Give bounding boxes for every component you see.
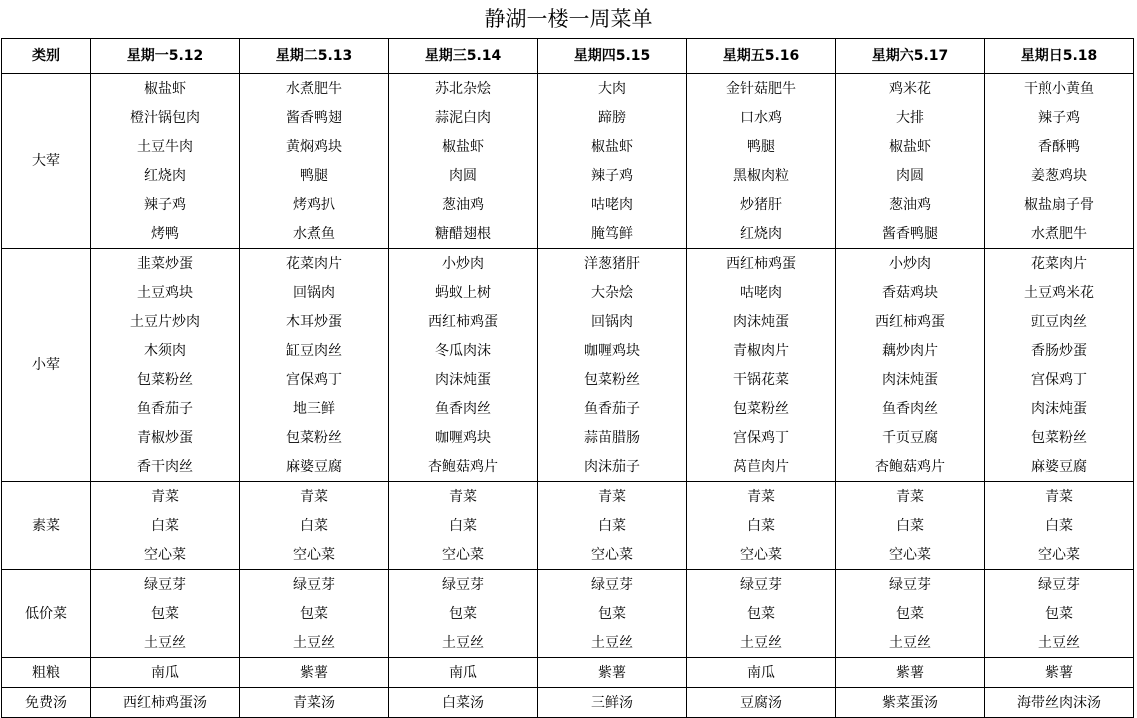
dish-cell: 宫保鸡丁 [240,365,389,394]
day-header: 星期日5.18 [985,39,1134,74]
dish-cell: 豇豆肉丝 [985,307,1134,336]
table-row [2,570,1134,600]
category-cell: 粗粮 [2,658,91,688]
day-header: 星期六5.17 [836,39,985,74]
table-row [2,394,1134,423]
dish-cell: 咕咾肉 [538,190,687,219]
dish-cell: 水煮肥牛 [985,219,1134,249]
dish-cell: 西红柿鸡蛋 [389,307,538,336]
dish-cell: 橙汁锅包肉 [91,103,240,132]
dish-cell: 空心菜 [240,540,389,570]
dish-cell: 烤鸡扒 [240,190,389,219]
table-row [2,278,1134,307]
table-row [2,74,1134,104]
dish-cell: 鱼香肉丝 [836,394,985,423]
day-header: 星期三5.14 [389,39,538,74]
dish-cell: 口水鸡 [687,103,836,132]
dish-cell: 鸡米花 [836,74,985,104]
dish-cell: 香肠炒蛋 [985,336,1134,365]
table-row [2,628,1134,658]
dish-cell: 麻婆豆腐 [985,452,1134,482]
dish-cell: 炒猪肝 [687,190,836,219]
dish-cell: 蒜泥白肉 [389,103,538,132]
page-title: 静湖一楼一周菜单 [484,7,653,31]
category-cell: 小荤 [2,249,91,482]
dish-cell: 肉沫茄子 [538,452,687,482]
dish-cell: 白菜 [240,511,389,540]
dish-cell: 青菜 [836,482,985,512]
dish-cell: 土豆丝 [538,628,687,658]
dish-cell: 辣子鸡 [985,103,1134,132]
dish-cell: 西红柿鸡蛋汤 [91,688,240,718]
dish-cell: 回锅肉 [240,278,389,307]
dish-cell: 烤鸭 [91,219,240,249]
dish-cell: 肉沫炖蛋 [389,365,538,394]
dish-cell: 肉沫炖蛋 [687,307,836,336]
dish-cell: 西红柿鸡蛋 [836,307,985,336]
dish-cell: 小炒肉 [836,249,985,279]
dish-cell: 土豆牛肉 [91,132,240,161]
dish-cell: 红烧肉 [91,161,240,190]
dish-cell: 土豆丝 [240,628,389,658]
dish-cell: 椒盐虾 [538,132,687,161]
dish-cell: 空心菜 [836,540,985,570]
dish-cell: 小炒肉 [389,249,538,279]
category-cell: 低价菜 [2,570,91,658]
category-cell: 素菜 [2,482,91,570]
dish-cell: 莴苣肉片 [687,452,836,482]
dish-cell: 绿豆芽 [91,570,240,600]
dish-cell: 黄焖鸡块 [240,132,389,161]
table-row [2,688,1134,718]
dish-cell: 水煮肥牛 [240,74,389,104]
dish-cell: 白菜 [836,511,985,540]
dish-cell: 干煎小黄鱼 [985,74,1134,104]
dish-cell: 南瓜 [389,658,538,688]
dish-cell: 木须肉 [91,336,240,365]
dish-cell: 绿豆芽 [985,570,1134,600]
dish-cell: 红烧肉 [687,219,836,249]
dish-cell: 蒜苗腊肠 [538,423,687,452]
dish-cell: 包菜粉丝 [240,423,389,452]
dish-cell: 椒盐虾 [91,74,240,104]
dish-cell: 包菜粉丝 [985,423,1134,452]
dish-cell: 土豆丝 [91,628,240,658]
dish-cell: 青菜 [687,482,836,512]
dish-cell: 白菜 [538,511,687,540]
dish-cell: 洋葱猪肝 [538,249,687,279]
menu-body [2,74,1134,718]
dish-cell: 韭菜炒蛋 [91,249,240,279]
dish-cell: 包菜 [687,599,836,628]
dish-cell: 青菜 [985,482,1134,512]
dish-cell: 绿豆芽 [836,570,985,600]
dish-cell: 蚂蚁上树 [389,278,538,307]
dish-cell: 椒盐虾 [389,132,538,161]
table-row [2,132,1134,161]
dish-cell: 青菜 [538,482,687,512]
dish-cell: 肉圆 [836,161,985,190]
dish-cell: 青菜 [91,482,240,512]
dish-cell: 咖喱鸡块 [538,336,687,365]
day-header: 星期一5.12 [91,39,240,74]
dish-cell: 青椒肉片 [687,336,836,365]
dish-cell: 姜葱鸡块 [985,161,1134,190]
dish-cell: 木耳炒蛋 [240,307,389,336]
dish-cell: 黑椒肉粒 [687,161,836,190]
dish-cell: 蹄膀 [538,103,687,132]
dish-cell: 葱油鸡 [836,190,985,219]
dish-cell: 冬瓜肉沫 [389,336,538,365]
dish-cell: 鱼香茄子 [91,394,240,423]
dish-cell: 咖喱鸡块 [389,423,538,452]
table-row [2,540,1134,570]
table-row [2,249,1134,279]
dish-cell: 绿豆芽 [687,570,836,600]
category-cell: 大荤 [2,74,91,249]
dish-cell: 南瓜 [91,658,240,688]
dish-cell: 苏北杂烩 [389,74,538,104]
dish-cell: 土豆片炒肉 [91,307,240,336]
dish-cell: 土豆鸡块 [91,278,240,307]
dish-cell: 空心菜 [538,540,687,570]
dish-cell: 青椒炒蛋 [91,423,240,452]
dish-cell: 辣子鸡 [538,161,687,190]
dish-cell: 白菜 [389,511,538,540]
dish-cell: 糖醋翅根 [389,219,538,249]
dish-cell: 大排 [836,103,985,132]
dish-cell: 金针菇肥牛 [687,74,836,104]
dish-cell: 香菇鸡块 [836,278,985,307]
dish-cell: 香干肉丝 [91,452,240,482]
header-row [2,39,1134,74]
dish-cell: 空心菜 [91,540,240,570]
dish-cell: 腌笃鲜 [538,219,687,249]
dish-cell: 鸭腿 [687,132,836,161]
dish-cell: 包菜 [389,599,538,628]
dish-cell: 花菜肉片 [985,249,1134,279]
dish-cell: 空心菜 [687,540,836,570]
dish-cell: 缸豆肉丝 [240,336,389,365]
dish-cell: 白菜 [985,511,1134,540]
table-row [2,307,1134,336]
dish-cell: 豆腐汤 [687,688,836,718]
dish-cell: 土豆丝 [687,628,836,658]
table-row [2,452,1134,482]
day-header: 星期二5.13 [240,39,389,74]
dish-cell: 空心菜 [389,540,538,570]
dish-cell: 白菜 [687,511,836,540]
dish-cell: 土豆丝 [389,628,538,658]
category-cell: 免费汤 [2,688,91,718]
dish-cell: 宫保鸡丁 [687,423,836,452]
dish-cell: 包菜粉丝 [91,365,240,394]
dish-cell: 葱油鸡 [389,190,538,219]
table-row [2,423,1134,452]
dish-cell: 酱香鸭翅 [240,103,389,132]
dish-cell: 青菜 [240,482,389,512]
dish-cell: 紫薯 [240,658,389,688]
dish-cell: 白菜汤 [389,688,538,718]
table-row [2,511,1134,540]
dish-cell: 包菜 [538,599,687,628]
dish-cell: 包菜 [240,599,389,628]
dish-cell: 土豆丝 [836,628,985,658]
table-row [2,219,1134,249]
dish-cell: 椒盐虾 [836,132,985,161]
dish-cell: 干锅花菜 [687,365,836,394]
dish-cell: 西红柿鸡蛋 [687,249,836,279]
dish-cell: 回锅肉 [538,307,687,336]
dish-cell: 肉圆 [389,161,538,190]
dish-cell: 藕炒肉片 [836,336,985,365]
dish-cell: 地三鲜 [240,394,389,423]
dish-cell: 空心菜 [985,540,1134,570]
dish-cell: 青菜汤 [240,688,389,718]
dish-cell: 绿豆芽 [538,570,687,600]
dish-cell: 杏鲍菇鸡片 [836,452,985,482]
dish-cell: 麻婆豆腐 [240,452,389,482]
dish-cell: 杏鲍菇鸡片 [389,452,538,482]
dish-cell: 青菜 [389,482,538,512]
dish-cell: 南瓜 [687,658,836,688]
table-row [2,103,1134,132]
dish-cell: 千页豆腐 [836,423,985,452]
dish-cell: 咕咾肉 [687,278,836,307]
dish-cell: 花菜肉片 [240,249,389,279]
dish-cell: 三鲜汤 [538,688,687,718]
dish-cell: 肉沫炖蛋 [985,394,1134,423]
dish-cell: 宫保鸡丁 [985,365,1134,394]
dish-cell: 紫菜蛋汤 [836,688,985,718]
dish-cell: 大杂烩 [538,278,687,307]
category-header: 类别 [2,39,91,74]
dish-cell: 白菜 [91,511,240,540]
table-row [2,336,1134,365]
table-row [2,658,1134,688]
dish-cell: 鸭腿 [240,161,389,190]
dish-cell: 紫薯 [985,658,1134,688]
dish-cell: 大肉 [538,74,687,104]
table-row [2,482,1134,512]
dish-cell: 土豆鸡米花 [985,278,1134,307]
dish-cell: 土豆丝 [985,628,1134,658]
dish-cell: 紫薯 [836,658,985,688]
dish-cell: 包菜 [91,599,240,628]
dish-cell: 鱼香肉丝 [389,394,538,423]
table-row [2,599,1134,628]
dish-cell: 水煮鱼 [240,219,389,249]
dish-cell: 辣子鸡 [91,190,240,219]
table-row [2,365,1134,394]
dish-cell: 包菜 [985,599,1134,628]
dish-cell: 绿豆芽 [389,570,538,600]
day-header: 星期四5.15 [538,39,687,74]
dish-cell: 包菜粉丝 [538,365,687,394]
dish-cell: 肉沫炖蛋 [836,365,985,394]
dish-cell: 包菜 [836,599,985,628]
dish-cell: 椒盐扇子骨 [985,190,1134,219]
dish-cell: 绿豆芽 [240,570,389,600]
day-header: 星期五5.16 [687,39,836,74]
table-row [2,190,1134,219]
weekly-menu-table [1,38,1134,718]
dish-cell: 包菜粉丝 [687,394,836,423]
dish-cell: 鱼香茄子 [538,394,687,423]
dish-cell: 香酥鸭 [985,132,1134,161]
table-row [2,161,1134,190]
dish-cell: 紫薯 [538,658,687,688]
dish-cell: 酱香鸭腿 [836,219,985,249]
dish-cell: 海带丝肉沫汤 [985,688,1134,718]
